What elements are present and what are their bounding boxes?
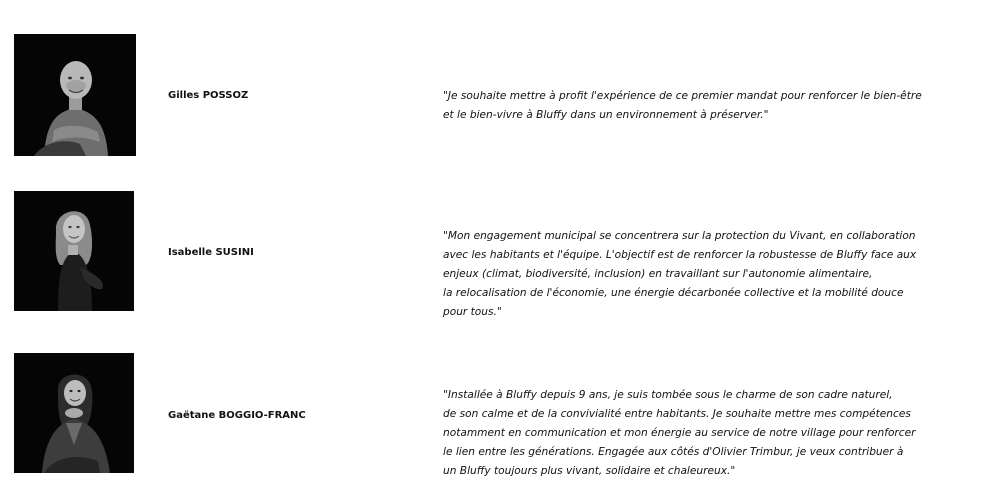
quote-line: un Bluffy toujours plus vivant, solidaire et chaleureux." [443, 465, 736, 477]
member-quote [443, 227, 943, 322]
member-photo-boggio-franc [14, 353, 134, 473]
quote-line: "Je souhaite mettre à profit l'expérience de ce premier mandat pour renforcer le bien-être [443, 90, 922, 102]
quote-line: enjeux (climat, biodiversité, inclusion) en travaillant sur l'autonomie alimentaire, [443, 268, 873, 280]
quote-line: notamment en communication et mon énergie au service de notre village pour renforcer [443, 427, 916, 439]
member-photo-possoz [14, 34, 136, 156]
quote-line: pour tous." [443, 306, 502, 318]
member-name: Gaëtane BOGGIO-FRANC [168, 410, 306, 421]
quote-line: et le bien-vivre à Bluffy dans un environnement à préserver." [443, 109, 769, 121]
member-quote [443, 87, 943, 125]
member-photo-susini [14, 191, 134, 311]
member-name: Gilles POSSOZ [168, 90, 249, 101]
quote-line: "Installée à Bluffy depuis 9 ans, je suis tombée sous le charme de son cadre naturel, [443, 389, 893, 401]
quote-line: avec les habitants et l'équipe. L'objectif est de renforcer la robustesse de Bluffy face aux [443, 249, 917, 261]
member-quote [443, 386, 943, 481]
member-name: Isabelle SUSINI [168, 247, 254, 258]
quote-line: de son calme et de la convivialité entre habitants. Je souhaite mettre mes compétences [443, 408, 911, 420]
quote-line: "Mon engagement municipal se concentrera sur la protection du Vivant, en collaboration [443, 230, 916, 242]
quote-line: la relocalisation de l'économie, une énergie décarbonée collective et la mobilité douce [443, 287, 904, 299]
quote-line: le lien entre les générations. Engagée aux côtés d'Olivier Trimbur, je veux contribuer à [443, 446, 904, 458]
